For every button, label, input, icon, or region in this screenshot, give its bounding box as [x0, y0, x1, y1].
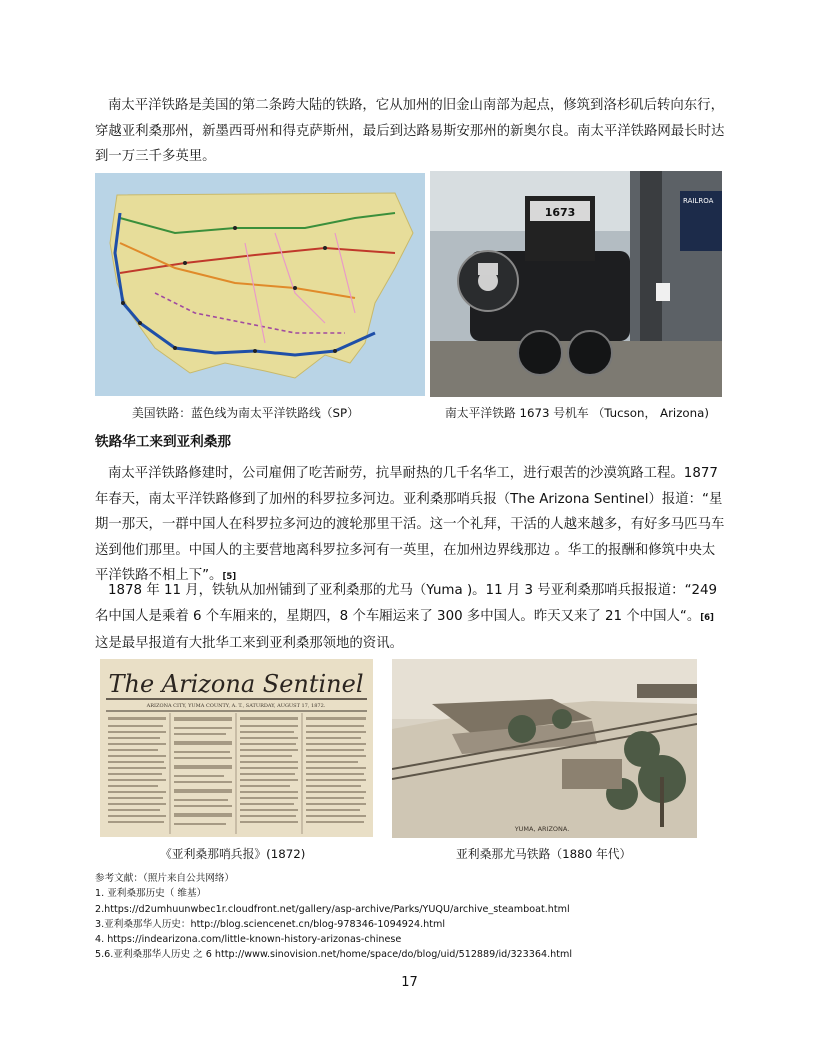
reference-item: 3.亚利桑那华人历史：http://blog.sciencenet.cn/blog-978346-1094924.html — [95, 919, 446, 930]
reference-item: 4. https://indearizona.com/little-known-history-arizonas-chinese — [95, 934, 402, 945]
yuma-photo-label: YUMA, ARIZONA. — [514, 825, 570, 833]
intro-paragraph: 南太平洋铁路是美国的第二条跨大陆的铁路，它从加州的旧金山南部为起点，修筑到洛杉矶后转向东行，穿越亚利桑那州，新墨西哥州和得克萨斯州，最后到达路易斯安那州的新奥尔良。南太平洋铁路网最长时达到一万三千多英里。 — [95, 98, 725, 164]
locomotive-caption: 南太平洋铁路 1673 号机车 （Tucson， Arizona) — [445, 406, 709, 420]
section-heading: 铁路华工来到亚利桑那 — [95, 434, 231, 450]
map-caption: 美国铁路：蓝色线为南太平洋铁路线（SP） — [132, 406, 359, 420]
plaque-text: RAILROA — [683, 197, 714, 205]
reference-item: 5.6.亚利桑那华人历史 之 6 http://www.sinovision.net/home/space/do/blog/uid/512889/id/323364.html — [95, 949, 572, 960]
citation-6: [6] — [700, 612, 714, 623]
yuma-railroad-photo — [392, 659, 697, 838]
newspaper-masthead: The Arizona Sentinel — [108, 670, 364, 698]
paragraph-yuma-arrival-text: 1878 年 11 月，铁轨从加州铺到了亚利桑那的尤马（Yuma )。11 月 3 号亚利桑那哨兵报报道：“249 名中国人是乘着 6 个车厢来的，星期四，8 个车厢运来了 300 多中国人。昨天又来了 21 个中国人“。 — [95, 583, 718, 624]
locomotive-photo — [430, 171, 722, 397]
loco-number: 1673 — [544, 206, 576, 219]
paragraph-sp-construction-text: 南太平洋铁路修建时，公司雇佣了吃苦耐劳，抗旱耐热的几千名华工，进行艰苦的沙漠筑路工程。1877 年春天，南太平洋铁路修到了加州的科罗拉多河边。亚利桑那哨兵报（The Arizona Sentinel）报道：“星期一那天，一群中国人在科罗拉多河边的渡轮那里干活。这一个礼拜，干活的人越来越多，有好多马匹马车送到他们那里。中国人的主要营地离科罗拉多河有一英里，在加州边界线那边 。华工的报酬和修筑中央太平洋铁路不相上下”。 — [95, 466, 725, 583]
reference-item: 1. 亚利桑那历史（ 维基） — [95, 888, 207, 899]
us-railroad-map — [95, 173, 425, 396]
page-number: 17 — [401, 975, 418, 990]
references-heading: 参考文献：（照片来自公共网络） — [95, 873, 235, 884]
paragraph-sp-construction — [95, 461, 725, 591]
paragraph-yuma-arrival — [95, 578, 725, 657]
newspaper-dateline: ARIZONA CITY, YUMA COUNTY, A. T., SATURDAY, AUGUST 17, 1872. — [146, 703, 326, 709]
arizona-sentinel-newspaper-image — [100, 659, 373, 837]
yuma-caption: 亚利桑那尤马铁路（1880 年代） — [456, 847, 632, 861]
reference-item: 2.https://d2umhuunwbec1r.cloudfront.net/gallery/asp-archive/Parks/YUQU/archive_steamboat.html — [95, 904, 570, 915]
paragraph-yuma-arrival-end: 这是最早报道有大批华工来到亚利桑那领地的资讯。 — [95, 636, 403, 651]
citation-5: [5] — [222, 572, 237, 582]
newspaper-caption: 《亚利桑那哨兵报》(1872) — [160, 847, 306, 861]
